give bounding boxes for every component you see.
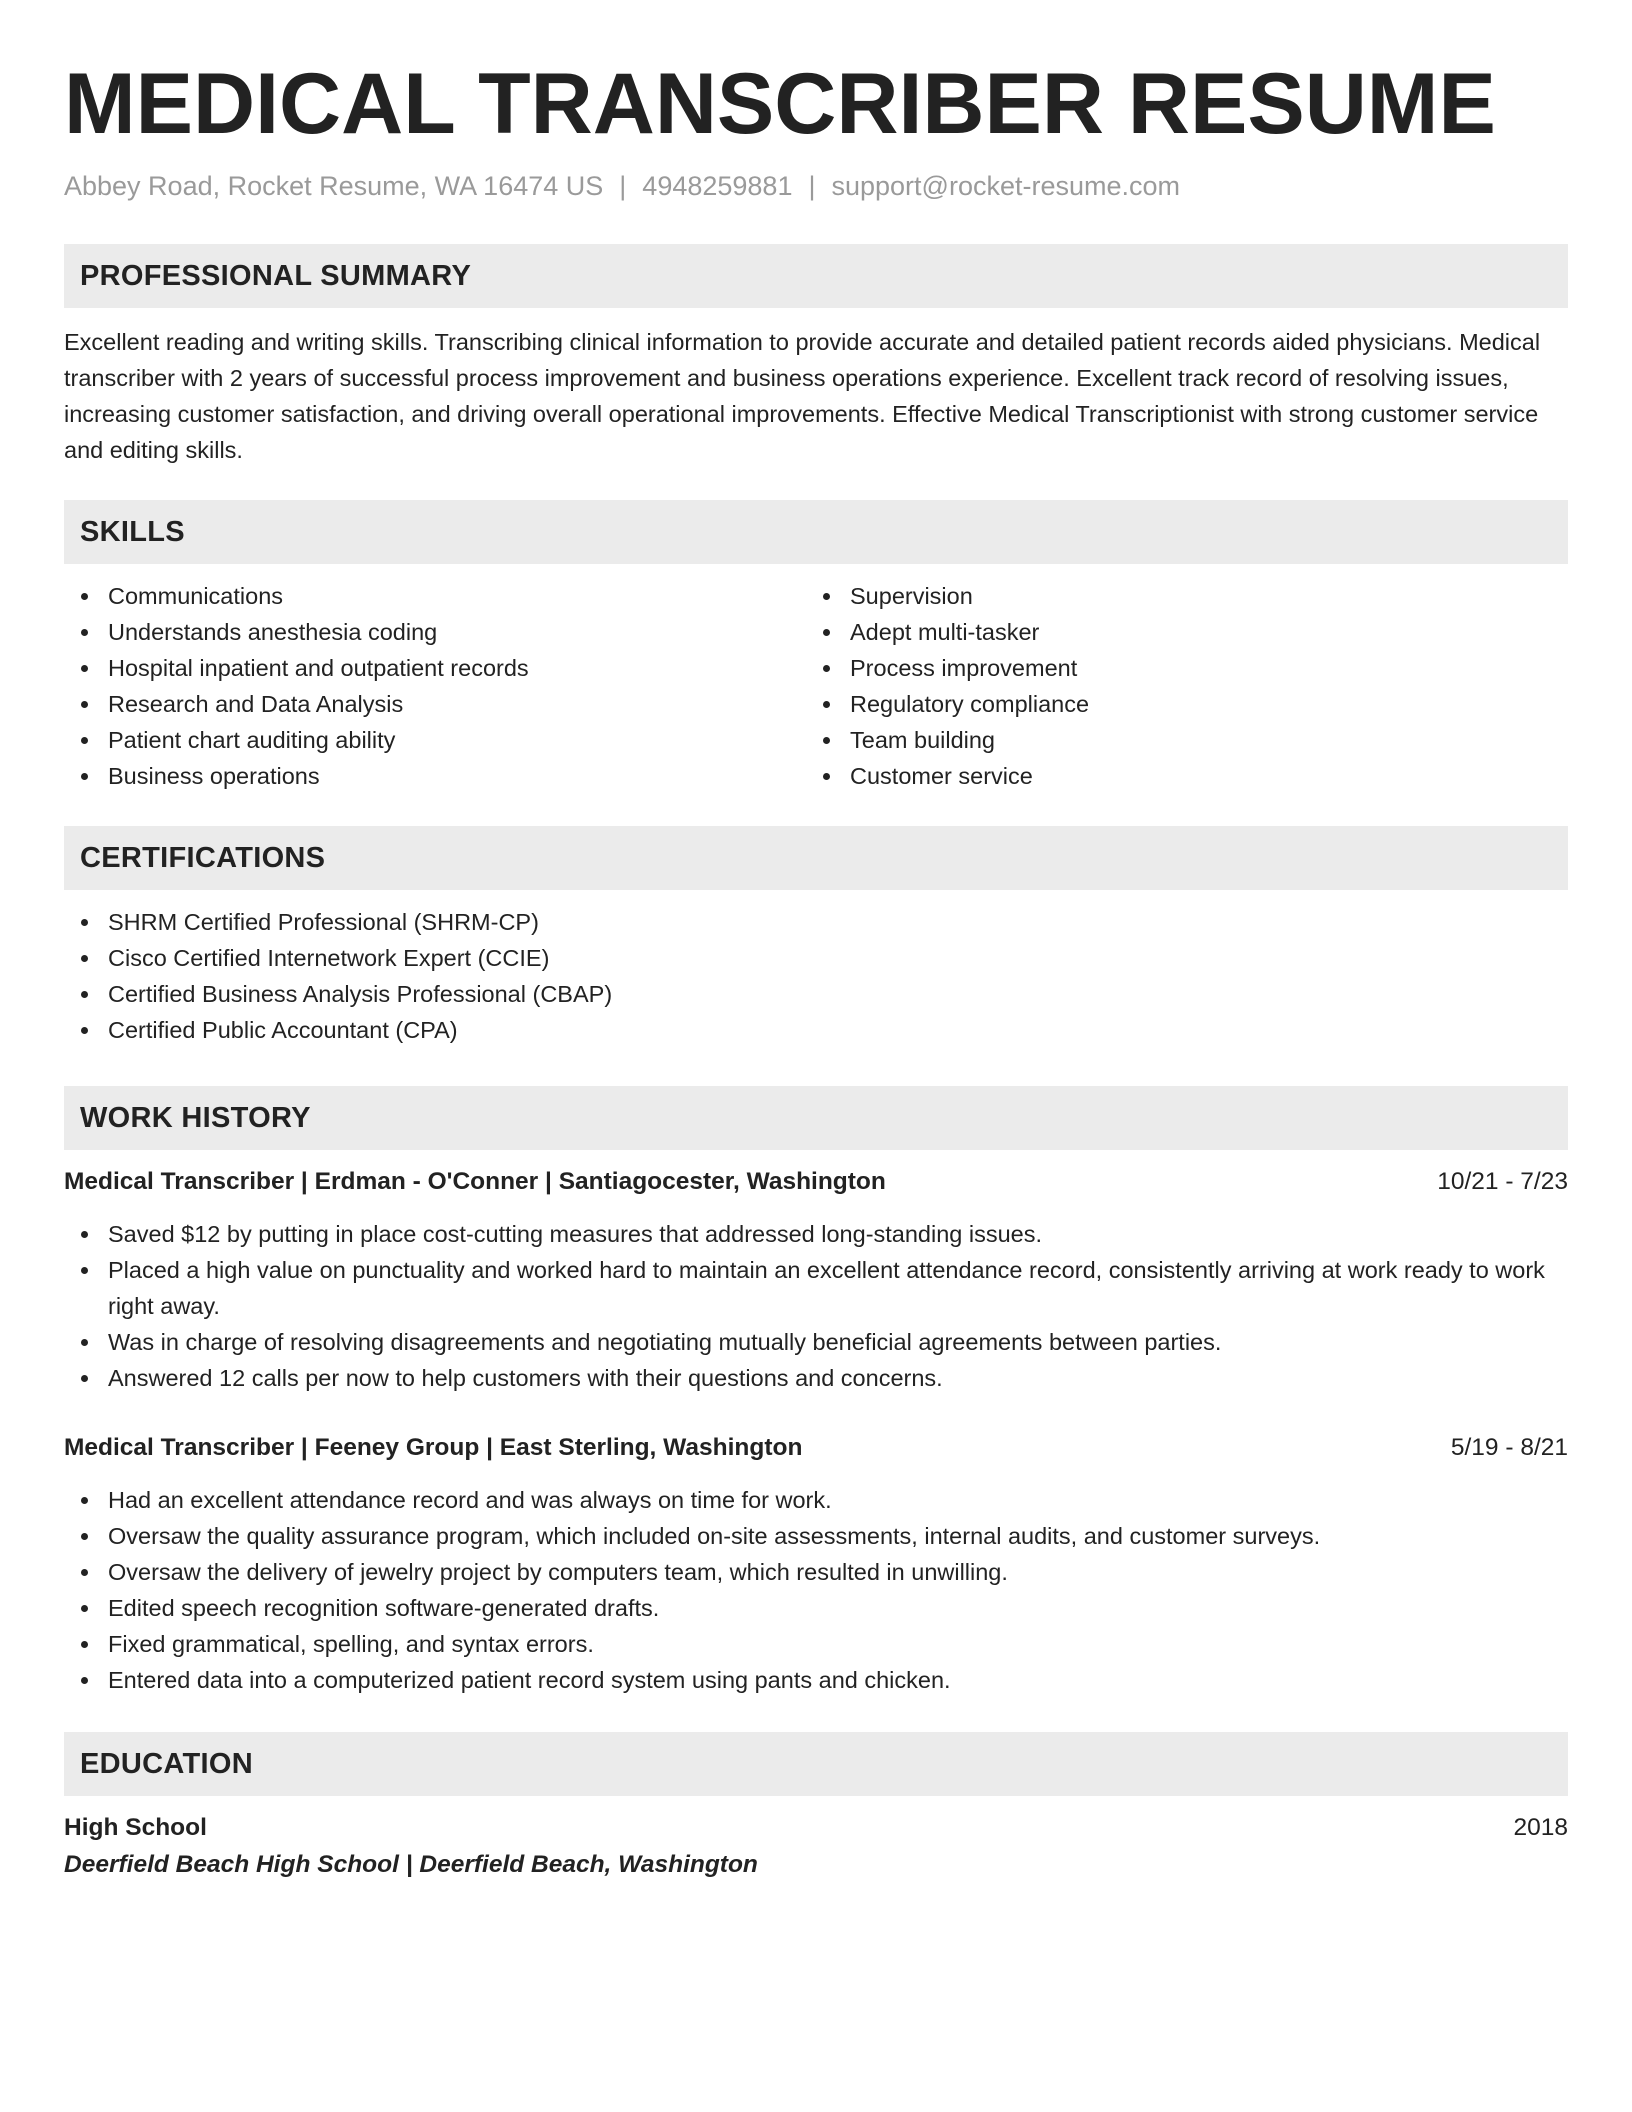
job-entry — [64, 1164, 1568, 1396]
section-header-summary: PROFESSIONAL SUMMARY — [64, 244, 1568, 308]
section-header-skills: SKILLS — [64, 500, 1568, 564]
contact-address: Abbey Road, Rocket Resume, WA 16474 US — [64, 171, 604, 201]
skills-column-right — [806, 578, 1548, 794]
certification-item: SHRM Certified Professional (SHRM-CP) — [64, 904, 1568, 940]
education-header — [64, 1810, 1568, 1846]
skill-item: Customer service — [806, 758, 1548, 794]
resume-page — [64, 0, 1568, 1884]
job-entry — [64, 1430, 1568, 1698]
skill-item: Regulatory compliance — [806, 686, 1548, 722]
skills-list — [64, 578, 1568, 794]
job-title: Medical Transcriber | Erdman - O'Conner | Santiagocester, Washington — [64, 1168, 886, 1195]
job-duties — [64, 1216, 1568, 1396]
certification-item: Cisco Certified Internetwork Expert (CCIE) — [64, 940, 1568, 976]
contact-separator: | — [808, 171, 816, 201]
skill-item: Supervision — [806, 578, 1548, 614]
section-header-work-history: WORK HISTORY — [64, 1086, 1568, 1150]
job-duty: Had an excellent attendance record and was always on time for work. — [64, 1482, 1568, 1518]
skills-column-left — [64, 578, 806, 794]
job-duty: Edited speech recognition software-generated drafts. — [64, 1590, 1568, 1626]
job-dates: 5/19 - 8/21 — [1450, 1434, 1568, 1461]
skill-item: Understands anesthesia coding — [64, 614, 806, 650]
job-duties — [64, 1482, 1568, 1698]
job-duty: Oversaw the quality assurance program, which included on-site assessments, internal audits, and customer surveys. — [64, 1518, 1568, 1554]
job-title: Medical Transcriber | Feeney Group | East Sterling, Washington — [64, 1434, 803, 1461]
section-header-certifications: CERTIFICATIONS — [64, 826, 1568, 890]
summary-text: Excellent reading and writing skills. Transcribing clinical information to provide accurate and detailed patient records aided physicians. Medical transcriber with 2 years of successful process improvement and business operations experience. Excellent track record of resolving issues, increasing customer satisfaction, and driving overall operational improvements. Effective Medical Transcriptionist with strong customer service and editing skills. — [64, 329, 1541, 463]
contact-phone: 4948259881 — [642, 171, 793, 201]
job-dates: 10/21 - 7/23 — [1437, 1168, 1568, 1195]
section-header-education: EDUCATION — [64, 1732, 1568, 1796]
skill-item: Communications — [64, 578, 806, 614]
resume-title: MEDICAL TRANSCRIBER RESUME — [64, 56, 1496, 152]
education-year: 2018 — [1513, 1814, 1568, 1841]
contact-line — [64, 168, 1568, 204]
skill-item: Hospital inpatient and outpatient records — [64, 650, 806, 686]
education-degree: High School — [64, 1814, 207, 1841]
skill-item: Research and Data Analysis — [64, 686, 806, 722]
job-duty: Fixed grammatical, spelling, and syntax errors. — [64, 1626, 1568, 1662]
skill-item: Patient chart auditing ability — [64, 722, 806, 758]
certification-item: Certified Public Accountant (CPA) — [64, 1012, 1568, 1048]
job-duty: Placed a high value on punctuality and worked hard to maintain an excellent attendance record, consistently arriving at work ready to work right away. — [64, 1252, 1568, 1324]
contact-email: support@rocket-resume.com — [831, 171, 1181, 201]
contact-separator: | — [619, 171, 627, 201]
education-entry — [64, 1810, 1568, 1884]
job-header — [64, 1430, 1568, 1466]
skill-item: Adept multi-tasker — [806, 614, 1548, 650]
job-duty: Entered data into a computerized patient record system using pants and chicken. — [64, 1662, 1568, 1698]
education-school: Deerfield Beach High School | Deerfield Beach, Washington — [64, 1851, 758, 1878]
job-duty: Oversaw the delivery of jewelry project by computers team, which resulted in unwilling. — [64, 1554, 1568, 1590]
job-header — [64, 1164, 1568, 1200]
skill-item: Process improvement — [806, 650, 1548, 686]
job-duty: Saved $12 by putting in place cost-cutting measures that addressed long-standing issues. — [64, 1216, 1568, 1252]
job-duty: Was in charge of resolving disagreements and negotiating mutually beneficial agreements between parties. — [64, 1324, 1568, 1360]
certification-item: Certified Business Analysis Professional (CBAP) — [64, 976, 1568, 1012]
job-duty: Answered 12 calls per now to help customers with their questions and concerns. — [64, 1360, 1568, 1396]
certifications-list — [64, 904, 1568, 1048]
skill-item: Team building — [806, 722, 1548, 758]
skill-item: Business operations — [64, 758, 806, 794]
